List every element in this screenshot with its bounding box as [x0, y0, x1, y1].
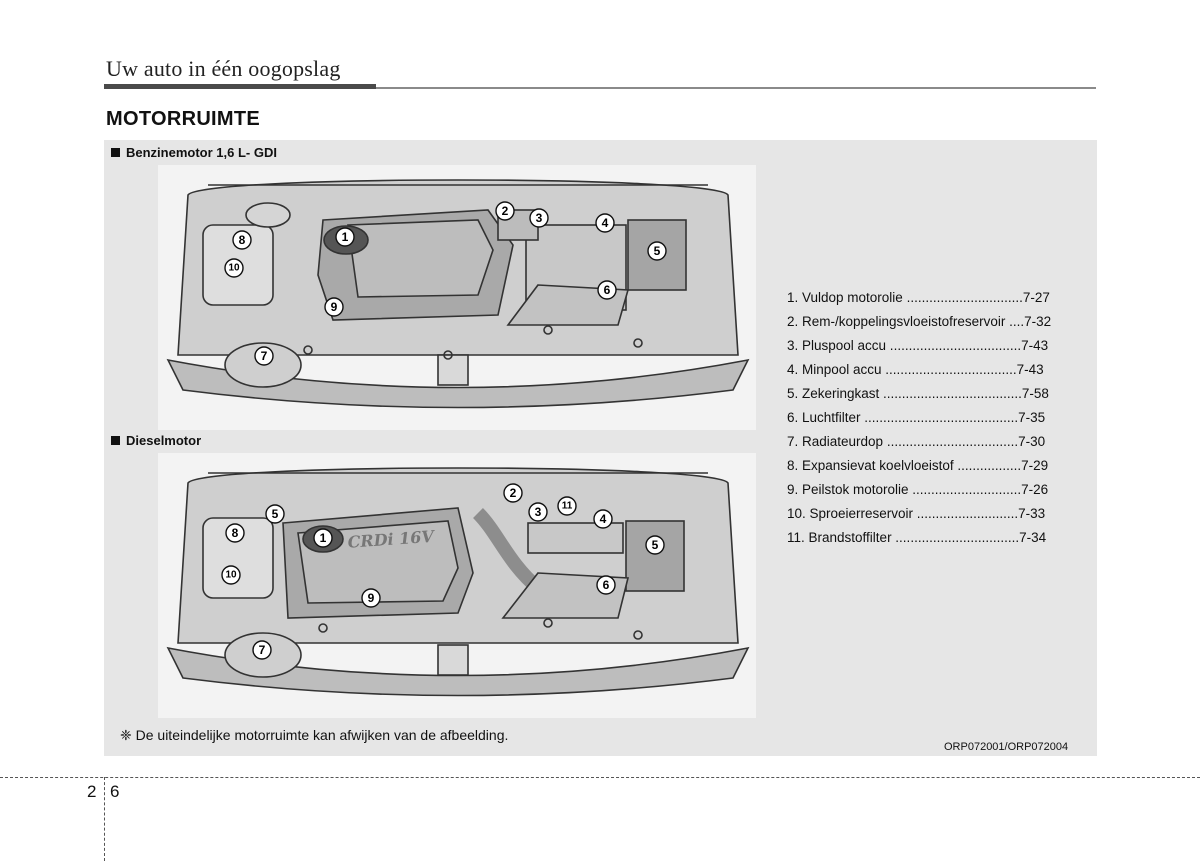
callout-3: 3	[535, 211, 543, 225]
legend-item: 5. Zekeringkast .....................................7-58	[787, 386, 1049, 401]
legend-item: 11. Brandstoffilter .................................7-34	[787, 530, 1047, 545]
callout-9: 9	[367, 591, 375, 605]
legend-item: 10. Sproeierreservoir ...........................7-33	[787, 506, 1046, 521]
callout-6: 6	[602, 578, 610, 592]
footer-dashed-rule	[0, 777, 1200, 778]
square-bullet-icon	[111, 436, 120, 445]
callout-10: 10	[228, 262, 240, 274]
figure-label-petrol	[111, 145, 277, 160]
page-section-number: 2	[87, 782, 97, 801]
callout-8: 8	[238, 233, 246, 247]
legend-item: 2. Rem-/koppelingsvloeistofreservoir ....7-32	[787, 314, 1052, 329]
callout-3: 3	[534, 505, 542, 519]
callout-8: 8	[231, 526, 239, 540]
callout-5: 5	[653, 244, 661, 258]
callout-5: 5	[271, 507, 279, 521]
callout-1: 1	[341, 230, 349, 244]
engine-illustration-diesel	[158, 453, 756, 718]
figure-label-diesel	[111, 433, 201, 448]
callout-9: 9	[330, 300, 338, 314]
engine-cover-text: CRDi 16V	[347, 526, 435, 552]
square-bullet-icon	[111, 148, 120, 157]
header-rule	[376, 87, 1096, 89]
footer-dashed-divider	[104, 777, 105, 861]
legend-item: 8. Expansievat koelvloeistof .................7-29	[787, 458, 1049, 473]
page-number: 6	[110, 782, 120, 801]
figure-label-text: Dieselmotor	[126, 433, 202, 448]
legend-item: 3. Pluspool accu ...................................7-43	[787, 338, 1049, 353]
component-legend	[787, 290, 1087, 554]
engine-illustration-petrol	[158, 165, 756, 430]
callout-4: 4	[601, 216, 609, 230]
legend-item: 1. Vuldop motorolie ...............................7-27	[787, 290, 1050, 305]
callout-11: 11	[561, 500, 573, 512]
legend-item: 4. Minpool accu ...................................7-43	[787, 362, 1044, 377]
footnote: ❈ De uiteindelijke motorruimte kan afwijken van de afbeelding.	[120, 727, 509, 743]
callout-5b: 5	[651, 538, 659, 552]
callout-2: 2	[501, 204, 509, 218]
callout-7: 7	[260, 349, 268, 363]
callout-7: 7	[258, 643, 266, 657]
running-header: Uw auto in één oogopslag	[106, 56, 341, 81]
callout-6: 6	[603, 283, 611, 297]
image-code: ORP072001/ORP072004	[944, 741, 1069, 753]
legend-item: 6. Luchtfilter .........................................7-35	[787, 410, 1046, 425]
callout-4: 4	[599, 512, 607, 526]
callout-1: 1	[319, 531, 327, 545]
callout-2: 2	[509, 486, 517, 500]
legend-item: 7. Radiateurdop ...................................7-30	[787, 434, 1046, 449]
header-rule-accent	[104, 84, 376, 89]
section-title: MOTORRUIMTE	[106, 108, 261, 130]
figure-label-text: Benzinemotor 1,6 L- GDI	[126, 145, 277, 160]
legend-item: 9. Peilstok motorolie .............................7-26	[787, 482, 1049, 497]
callout-10: 10	[225, 569, 237, 581]
